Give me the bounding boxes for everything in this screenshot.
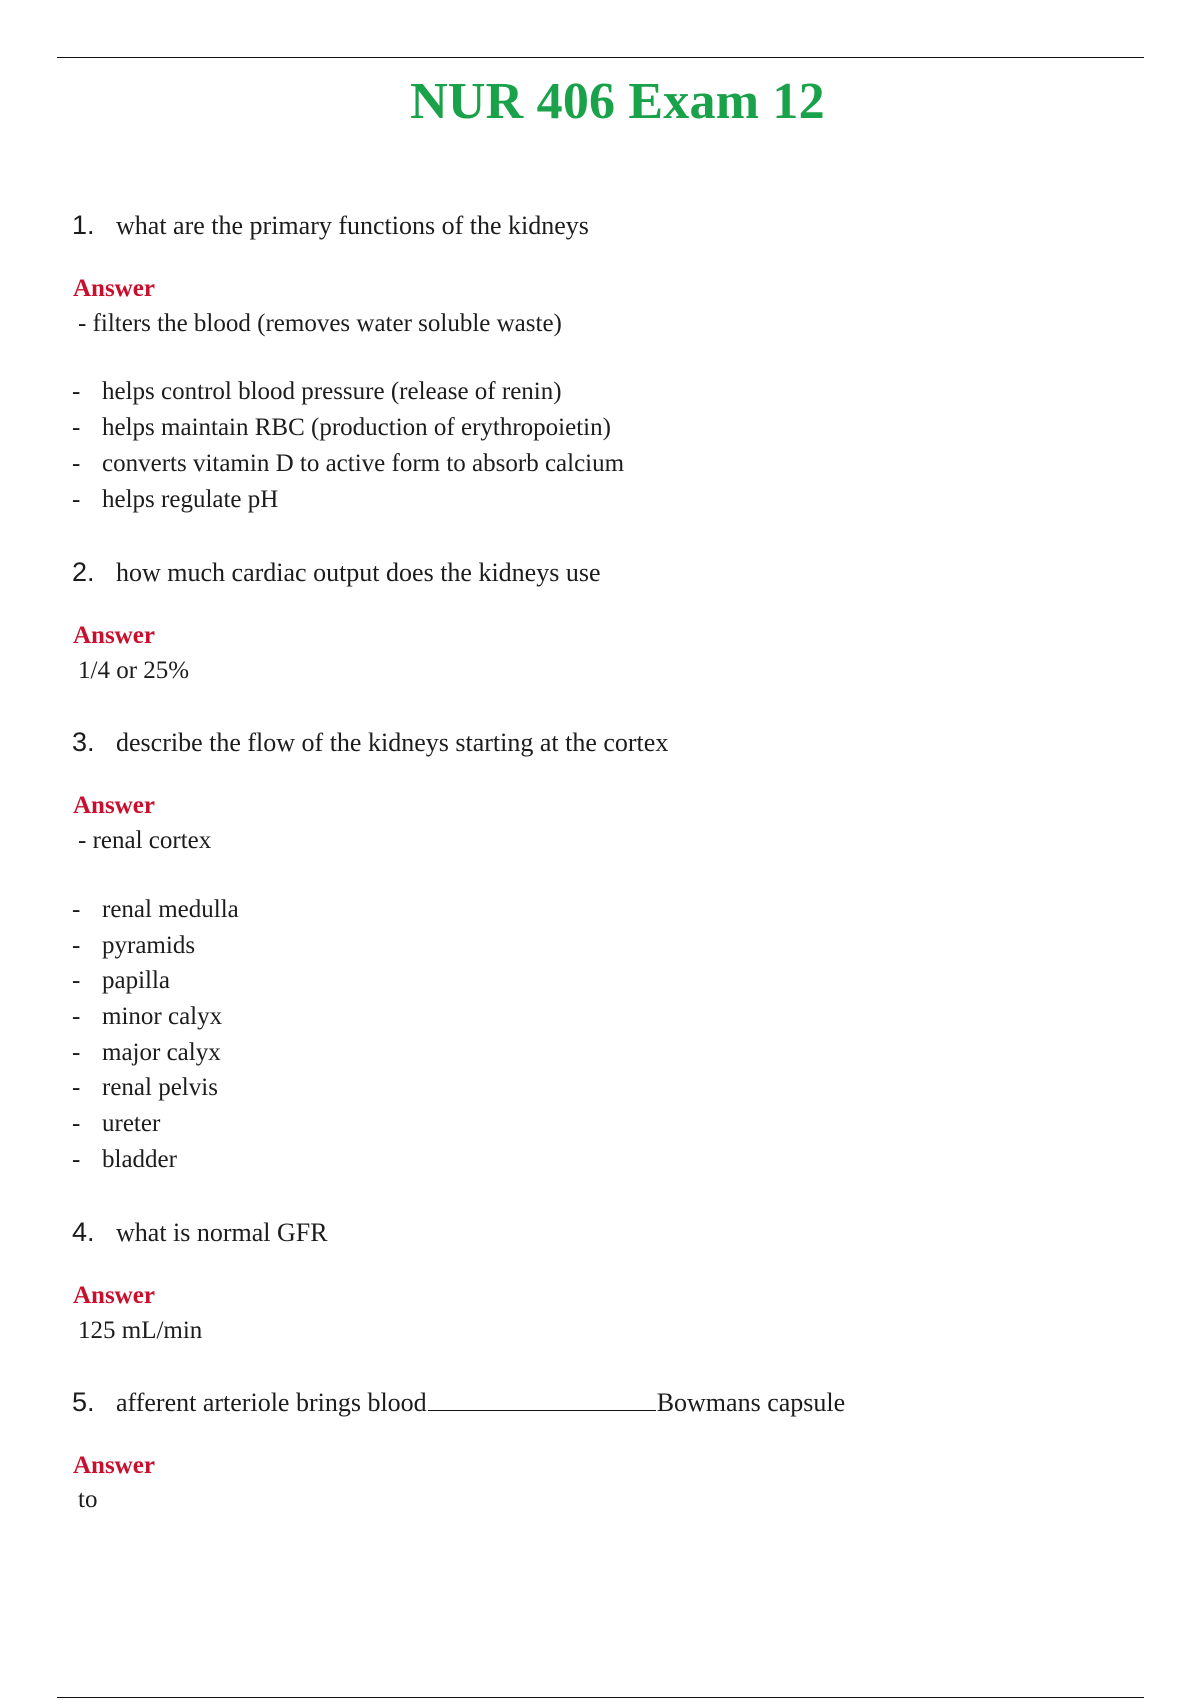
fill-in-blank (428, 1409, 656, 1411)
question-text-before: afferent arteriole brings blood (116, 1388, 427, 1417)
answer-text: - renal cortex (78, 827, 212, 854)
answer-text: 1/4 or 25% (78, 657, 190, 684)
question-text: describe the flow of the kidneys starting at the cortex (116, 728, 669, 757)
answer-label: Answer (73, 792, 155, 819)
answer-label: Answer (73, 1452, 155, 1479)
bottom-rule (57, 1697, 1144, 1698)
list-item: - papilla (72, 967, 171, 994)
question-number: 5. (72, 1387, 95, 1417)
question-text: how much cardiac output does the kidneys use (116, 558, 601, 587)
answer-text: to (78, 1486, 98, 1513)
list-item: - renal pelvis (72, 1074, 218, 1101)
question-number: 2. (72, 557, 95, 587)
answer-text: - filters the blood (removes water soluble waste) (78, 310, 562, 337)
list-item: - helps maintain RBC (production of erythropoietin) (72, 414, 611, 441)
question-2 (72, 556, 601, 589)
answer-label: Answer (73, 1282, 155, 1309)
top-rule (57, 57, 1144, 58)
answer-label: Answer (73, 622, 155, 649)
question-1 (72, 209, 589, 242)
question-text-after: Bowmans capsule (656, 1388, 846, 1417)
answer-text: 125 mL/min (78, 1317, 203, 1344)
question-text: what are the primary functions of the kidneys (116, 211, 589, 240)
question-number: 4. (72, 1217, 95, 1247)
question-text: what is normal GFR (116, 1218, 328, 1247)
list-item: - helps regulate pH (72, 486, 279, 513)
list-item: - helps control blood pressure (release of renin) (72, 378, 562, 405)
list-item: - major calyx (72, 1039, 221, 1066)
list-item: - renal medulla (72, 896, 239, 923)
question-5 (72, 1386, 845, 1419)
answer-label: Answer (73, 275, 155, 302)
list-item: - pyramids (72, 932, 196, 959)
list-item: - converts vitamin D to active form to absorb calcium (72, 450, 625, 477)
list-item: - ureter (72, 1110, 161, 1137)
question-4 (72, 1216, 328, 1249)
question-number: 3. (72, 727, 95, 757)
question-number: 1. (72, 210, 95, 240)
question-3 (72, 726, 668, 759)
list-item: - bladder (72, 1146, 177, 1173)
page-title: NUR 406 Exam 12 (410, 73, 825, 130)
list-item: - minor calyx (72, 1003, 223, 1030)
